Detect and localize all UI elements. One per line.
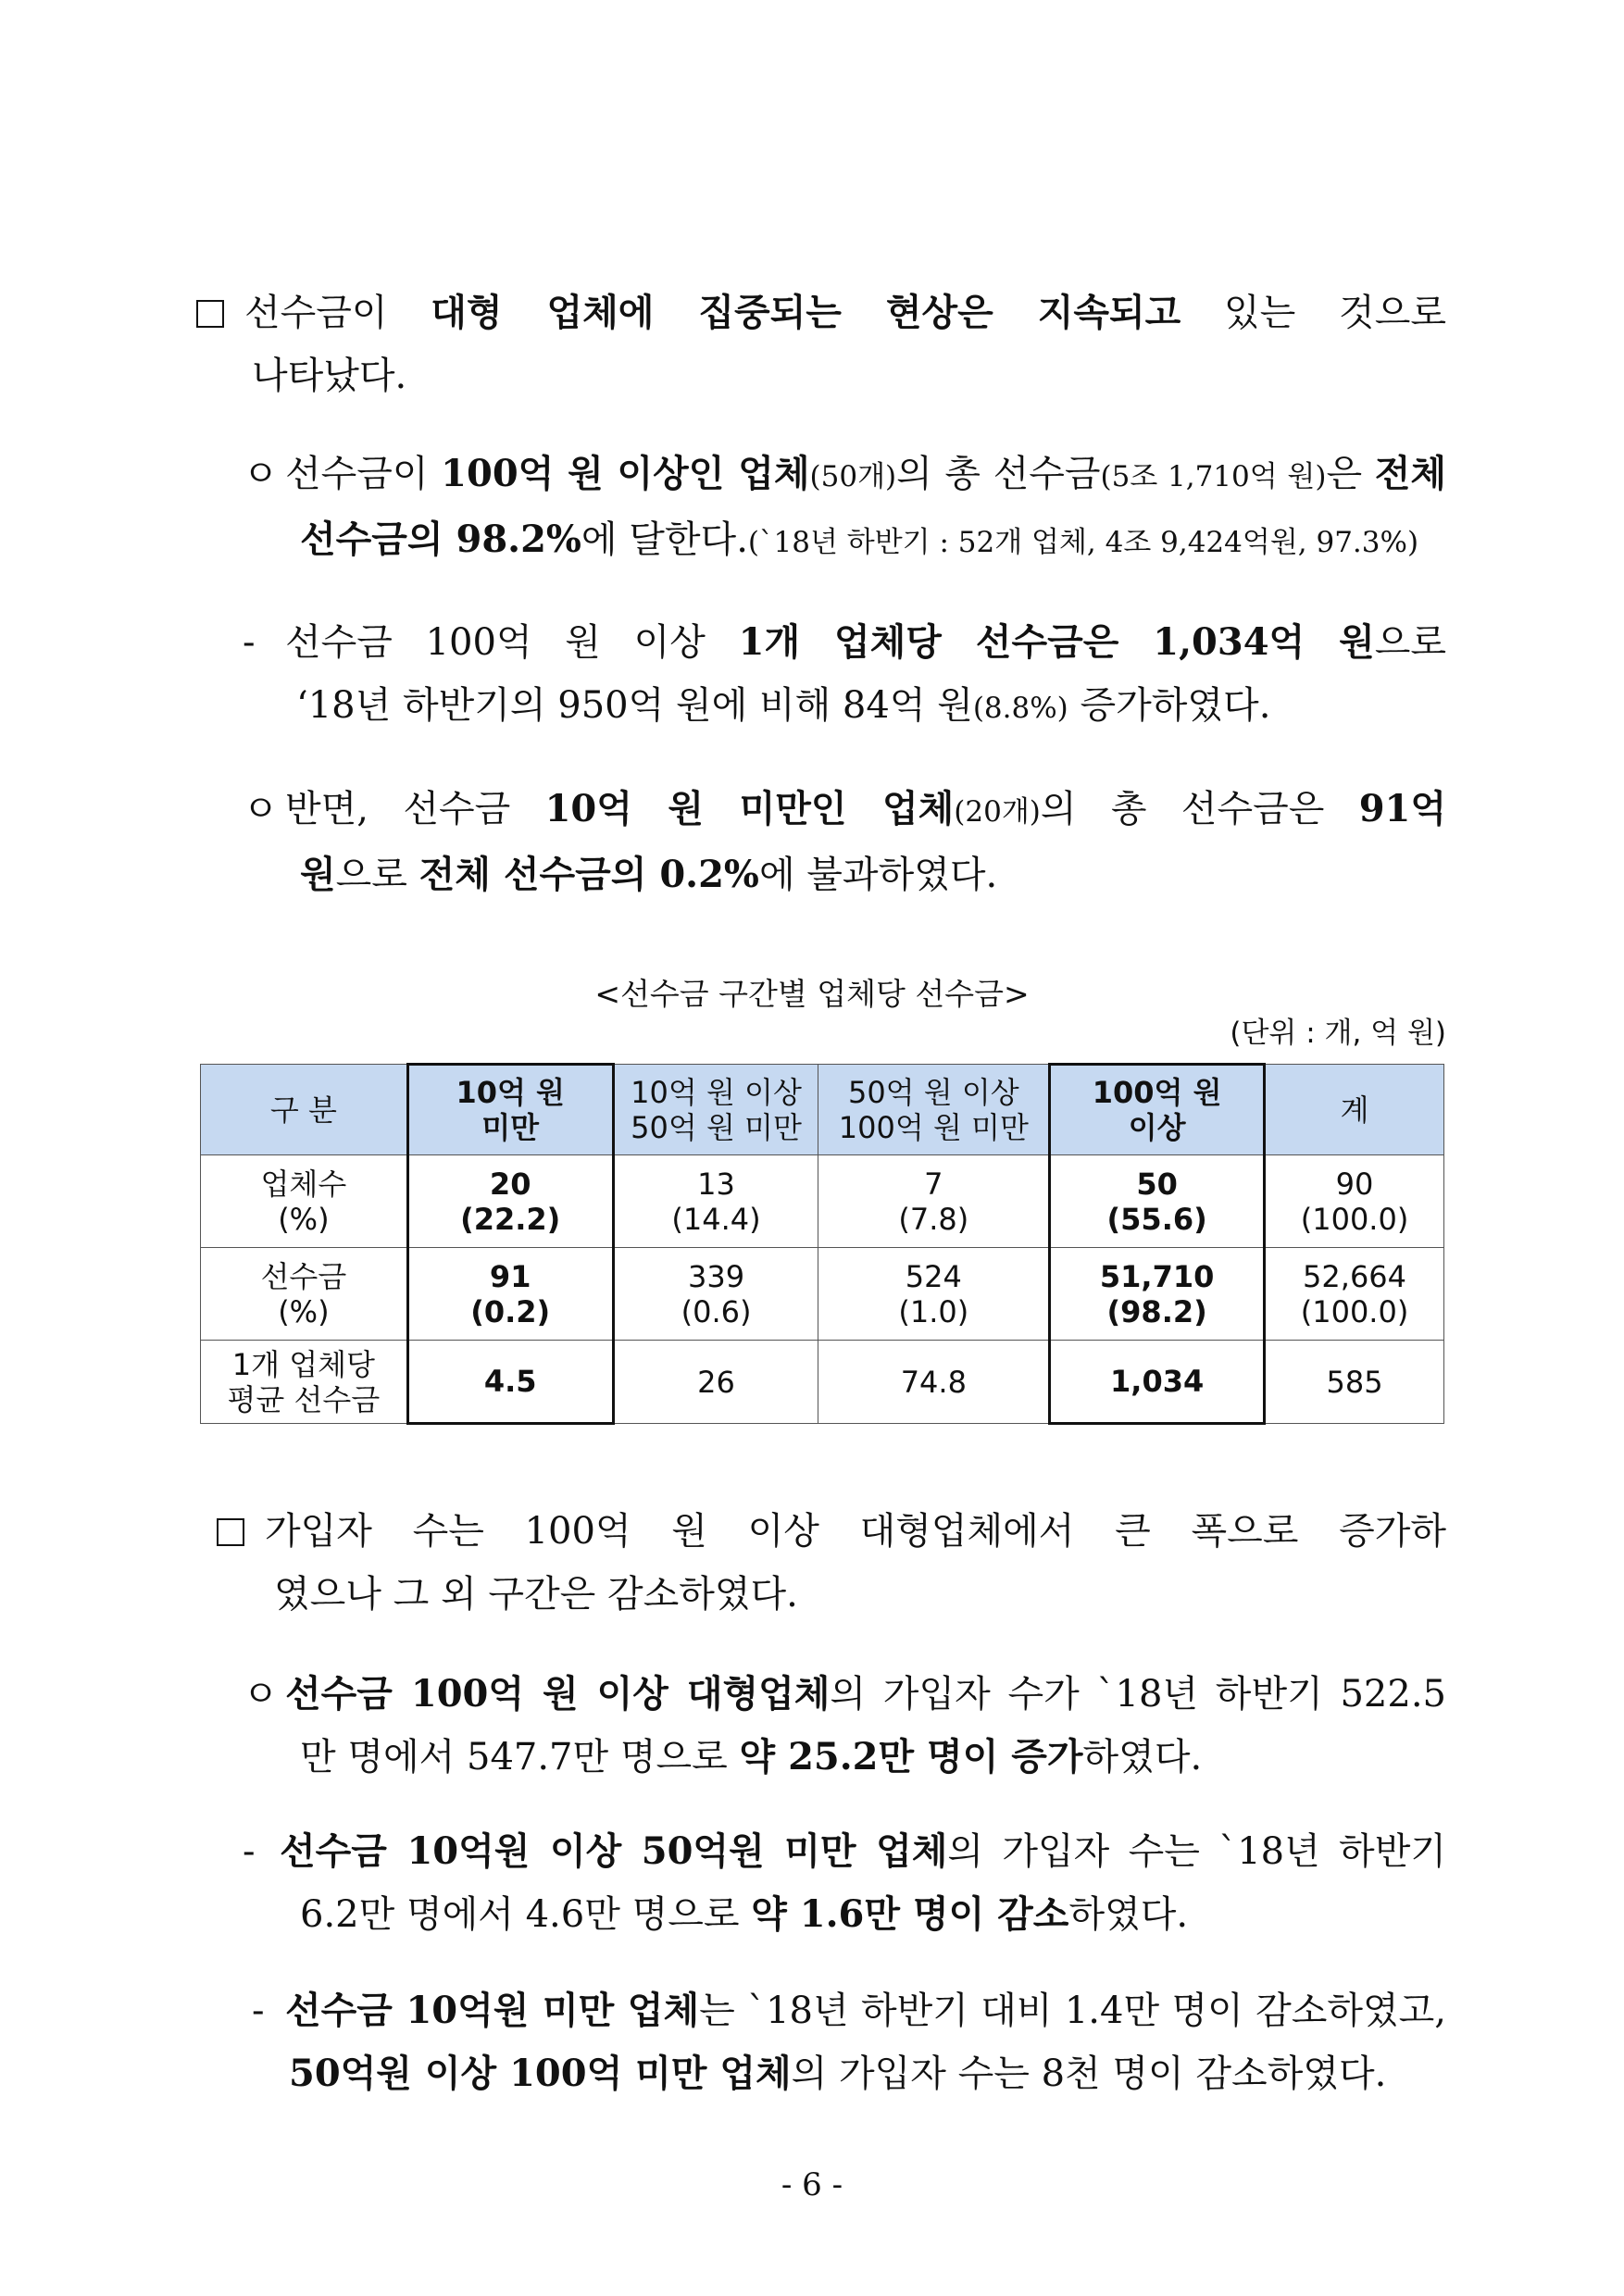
table-cell [1050,1155,1265,1248]
circle-bullet-icon: ㅇ [243,1673,279,1716]
table-cell [1050,1248,1265,1341]
cell-value: 91 [489,1258,531,1294]
table-cell [818,1248,1050,1341]
text: 의 총 선수금은 [1040,788,1359,830]
label-line: 선수금 [260,1258,347,1294]
table-cell [818,1155,1050,1248]
circle-bullet-icon: ㅇ [243,453,279,495]
header-line: 10억 원 [456,1075,565,1110]
text-bold: 1개 업체당 선수금은 1,034억 원 [738,620,1375,664]
label-line: 평균 선수금 [227,1381,381,1417]
cell-percent: (14.4) [671,1201,761,1237]
page-number: - 6 - [781,2166,843,2203]
cell-value: 524 [905,1258,962,1294]
dash-bullet: - [243,1830,256,1873]
item-1-line-1 [243,443,1446,508]
text-bold: 선수금의 98.2% [300,518,581,561]
cell-percent: (98.2) [1106,1293,1207,1329]
text: 증가하였다. [1068,684,1271,727]
item-1 [243,443,1446,574]
text-bold: 선수금 10억원 미만 업체 [285,1989,700,2032]
text-bold: 약 25.2만 명이 증가 [739,1735,1083,1778]
text: 의 총 선수금 [896,453,1101,495]
cell-percent: (22.2) [460,1201,561,1237]
square-bullet-icon [196,300,224,328]
cell-percent: (0.6) [681,1293,752,1329]
header-line: 100억 원 미만 [838,1109,1029,1145]
cell-value: 7 [924,1166,943,1202]
header-line: 100억 원 [1092,1075,1222,1110]
text: 반면, 선수금 [285,788,545,830]
text-small: (`18년 하반기 : 52개 업체, 4조 9,424억원, 97.3%) [747,526,1419,559]
section-1-line-1 [196,281,1446,344]
item-5-line-2 [243,1883,1446,1946]
header-100-plus [1050,1065,1265,1155]
table-row [201,1155,1444,1248]
cell-value: 52,664 [1303,1258,1407,1294]
header-line: 50억 원 미만 [631,1109,802,1145]
table-unit: (단위 : 개, 억 원) [1230,1017,1446,1050]
table-cell: 4.5 [407,1341,613,1424]
text: 에 불과하였다. [758,854,998,896]
text: 으로 [335,854,419,896]
cell-percent: (100.0) [1300,1293,1409,1329]
text-bold: 원 [300,853,336,896]
item-4 [243,1663,1446,1789]
text: 만 명에서 547.7만 명으로 [300,1736,740,1778]
section-1-bullet [196,281,1446,407]
text: 의 가입자 수는 `18년 하반기 [947,1830,1446,1873]
text: ‘18년 하반기의 950억 원에 비해 84억 원 [296,684,973,727]
text: 선수금 100억 원 이상 [285,621,739,664]
header-line: 50억 원 이상 [847,1074,1019,1110]
text-bold: 10억 원 미만인 업체 [544,787,955,830]
text: 으로 [1374,621,1446,664]
text: 하였다. [1082,1736,1203,1778]
text-bold: 100억 원 이상인 업체 [441,452,810,495]
dash-bullet: - [252,1990,265,2032]
text: 는 `18년 하반기 대비 1.4만 명이 감소하였고, [699,1990,1446,2032]
row-label [201,1155,408,1248]
table-cell [613,1248,818,1341]
header-line: 미만 [481,1110,540,1145]
item-1-line-2 [243,508,1446,574]
item-3-line-2 [243,843,1446,906]
item-2 [243,611,1446,740]
header-line: 10억 원 이상 [631,1074,802,1110]
label-line: 업체수 [260,1166,347,1202]
text-bold: 선수금 100억 원 이상 대형업체 [285,1672,831,1716]
table-cell [613,1155,818,1248]
dash-bullet: - [243,621,256,664]
deposit-table [200,1063,1444,1425]
label-line: (%) [278,1201,330,1237]
text-bold: 91억 [1358,787,1446,830]
table-row [201,1341,1444,1424]
section-1-line-2: 나타났다. [252,355,407,397]
item-6 [252,1979,1446,2105]
text-bold: 전체 선수금의 0.2% [418,853,759,896]
item-5-line-1 [243,1820,1446,1883]
item-2-line-2 [243,674,1446,740]
text-bold: 선수금 10억원 이상 50억원 미만 업체 [280,1829,948,1873]
text-small: (5조 1,710억 원) [1100,460,1327,493]
cell-percent: (7.8) [898,1201,969,1237]
cell-value: 51,710 [1099,1258,1215,1294]
cell-percent: (1.0) [898,1293,969,1329]
circle-bullet-icon: ㅇ [243,788,279,830]
section-2-line-1 [217,1500,1446,1563]
text-bold: 약 1.6만 명이 감소 [751,1892,1069,1936]
text: 6.2만 명에서 4.6만 명으로 [300,1893,752,1936]
text-small: (8.8%) [972,692,1068,725]
text: 의 가입자 수가 `18년 하반기 522.5 [830,1673,1446,1716]
table-cell: 1,034 [1050,1341,1265,1424]
label-line: 1개 업체당 [231,1346,375,1382]
item-5 [243,1820,1446,1946]
cell-percent: (55.6) [1106,1201,1207,1237]
header-category: 구 분 [201,1065,408,1155]
cell-value: 13 [697,1166,735,1202]
header-50-to-100 [818,1065,1050,1155]
row-label [201,1248,408,1341]
table-cell: 74.8 [818,1341,1050,1424]
square-bullet-icon [217,1518,244,1546]
table-cell: 585 [1265,1341,1444,1424]
row-label [201,1341,408,1424]
cell-value: 90 [1335,1166,1374,1202]
section-2-bullet [217,1500,1446,1626]
text-bold: 대형 업체에 집중되는 현상은 지속되고 [431,291,1181,334]
header-under-10 [407,1065,613,1155]
table-header-row [201,1065,1444,1155]
item-3 [243,778,1446,906]
item-2-line-1 [243,611,1446,674]
item-4-line-2 [243,1726,1446,1789]
label-line: (%) [278,1293,330,1329]
header-10-to-50 [613,1065,818,1155]
table-caption: <선수금 구간별 업체당 선수금> [594,976,1030,1012]
header-total: 계 [1265,1065,1444,1155]
text: 의 가입자 수는 8천 명이 감소하였다. [791,2053,1387,2095]
text-bold: 50억원 이상 100억 미만 업체 [289,2052,792,2095]
table-cell [407,1248,613,1341]
text: 은 [1326,453,1375,495]
item-3-line-1 [243,778,1446,843]
cell-value: 339 [687,1258,745,1294]
section-2-line-2: 였으나 그 외 구간은 감소하였다. [274,1573,798,1616]
header-line: 이상 [1128,1110,1186,1145]
text: 하였다. [1068,1893,1189,1936]
text-small: (20개) [954,795,1041,829]
table-cell [407,1155,613,1248]
cell-percent: (100.0) [1300,1201,1409,1237]
item-4-line-1 [243,1663,1446,1726]
item-6-line-1 [252,1979,1446,2042]
text: 가입자 수는 100억 원 이상 대형업체에서 큰 폭으로 증가하 [265,1510,1446,1553]
cell-percent: (0.2) [470,1293,551,1329]
table-cell [1265,1155,1444,1248]
table-row [201,1248,1444,1341]
text: 선수금이 [285,453,442,495]
text: 선수금이 [244,292,431,334]
text-small: (50개) [809,460,897,493]
cell-value: 50 [1136,1166,1178,1202]
text: 있는 것으로 [1181,292,1446,334]
text: 에 달한다. [581,518,748,561]
text-bold: 전체 [1374,452,1446,495]
table-cell [1265,1248,1444,1341]
table-cell: 26 [613,1341,818,1424]
cell-value: 20 [489,1166,531,1202]
item-6-line-2 [252,2042,1446,2105]
